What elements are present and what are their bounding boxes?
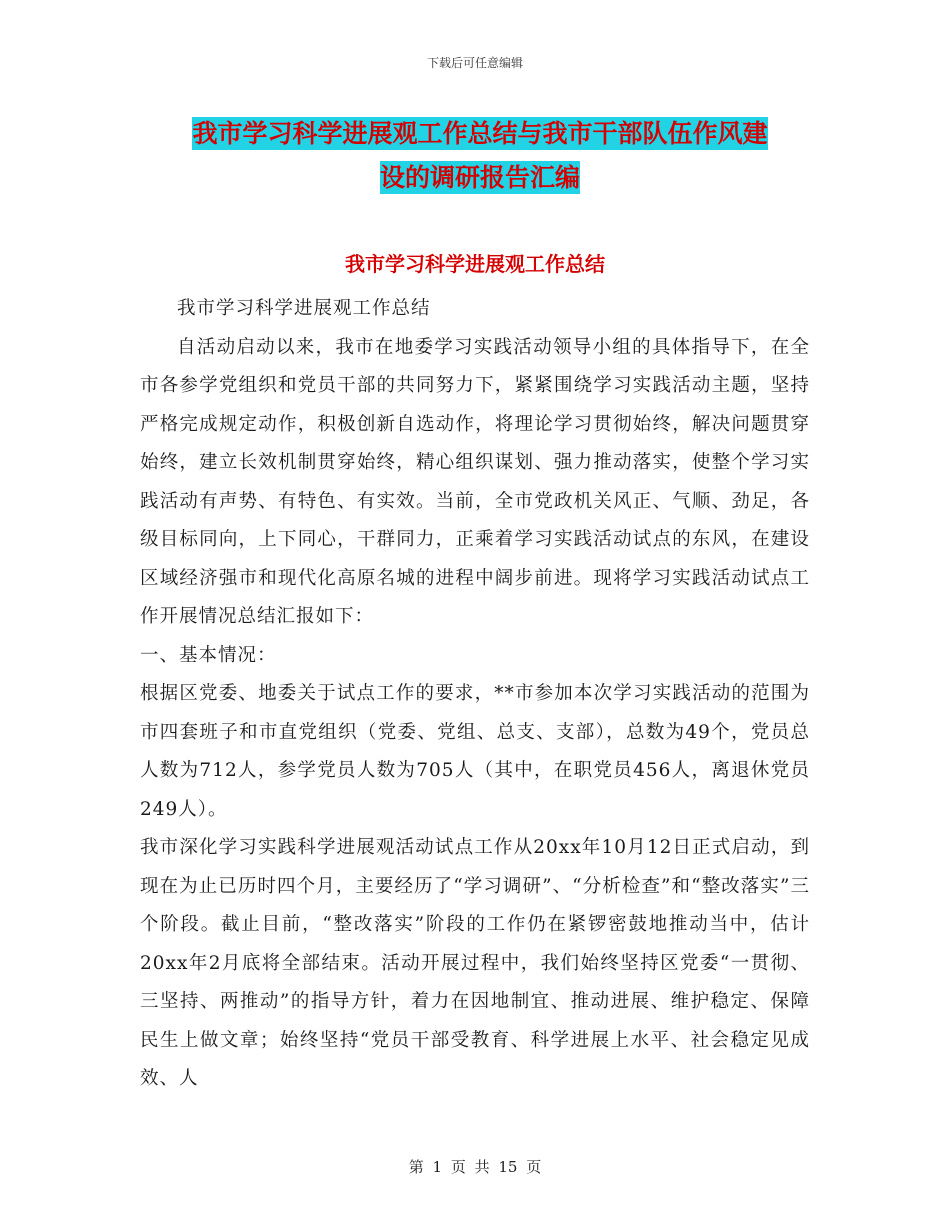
document-body [140,290,810,1099]
document-title [140,112,820,200]
paragraph-heading: 我市学习科学进展观工作总结 [177,298,431,319]
paragraph-progress: 我市深化学习实践科学进展观活动试点工作从20xx年10月12日正式启动，到现在为止已历时四个月，主要经历了“学习调研”、“分析检查”和“整改落实”三个阶段。截止目前，“整改落实”阶段的工作仍在紧锣密鼓地推动当中，估计20xx年2月底将全部结束。活动开展过程中，我们始终坚持区党委“一贯彻、三坚持、两推动”的指导方针，着力在因地制宜、推动进展、维护稳定、保障民生上做文章；始终坚持“党员干部受教育、科学进展上水平、社会稳定见成效、人 [140,837,810,1089]
paragraph-intro: 自活动启动以来，我市在地委学习实践活动领导小组的具体指导下，在全市各参学党组织和党员干部的共同努力下，紧紧围绕学习实践活动主题，坚持严格完成规定动作，积极创新自选动作，将理论学习贯彻始终，解决问题贯穿始终，建立长效机制贯穿始终，精心组织谋划、强力推动落实，使整个学习实践活动有声势、有特色、有实效。当前，全市党政机关风正、气顺、劲足，各级目标同向，上下同心，干群同力，正乘着学习实践活动试点的东风，在建设区域经济强市和现代化高原名城的进程中阔步前进。现将学习实践活动试点工作开展情况总结汇报如下： [140,336,810,627]
header-note: 下载后可任意编辑 [426,56,523,70]
section-title: 我市学习科学进展观工作总结 [345,252,605,276]
title-line-1: 我市学习科学进展观工作总结与我市干部队伍作风建 [192,119,768,148]
page-footer: 第 1 页 共 15 页 [408,1158,542,1176]
paragraph-section-heading: 一、基本情况： [140,644,277,666]
paragraph-basic-info: 根据区党委、地委关于试点工作的要求，**市参加本次学习实践活动的范围为市四套班子和市直党组织（党委、党组、总支、支部），总数为49个，党员总人数为712人，参学党员人数为705人（其中，在职党员456人，离退休党员249人）。 [140,683,810,820]
title-line-2: 设的调研报告汇编 [379,163,580,192]
